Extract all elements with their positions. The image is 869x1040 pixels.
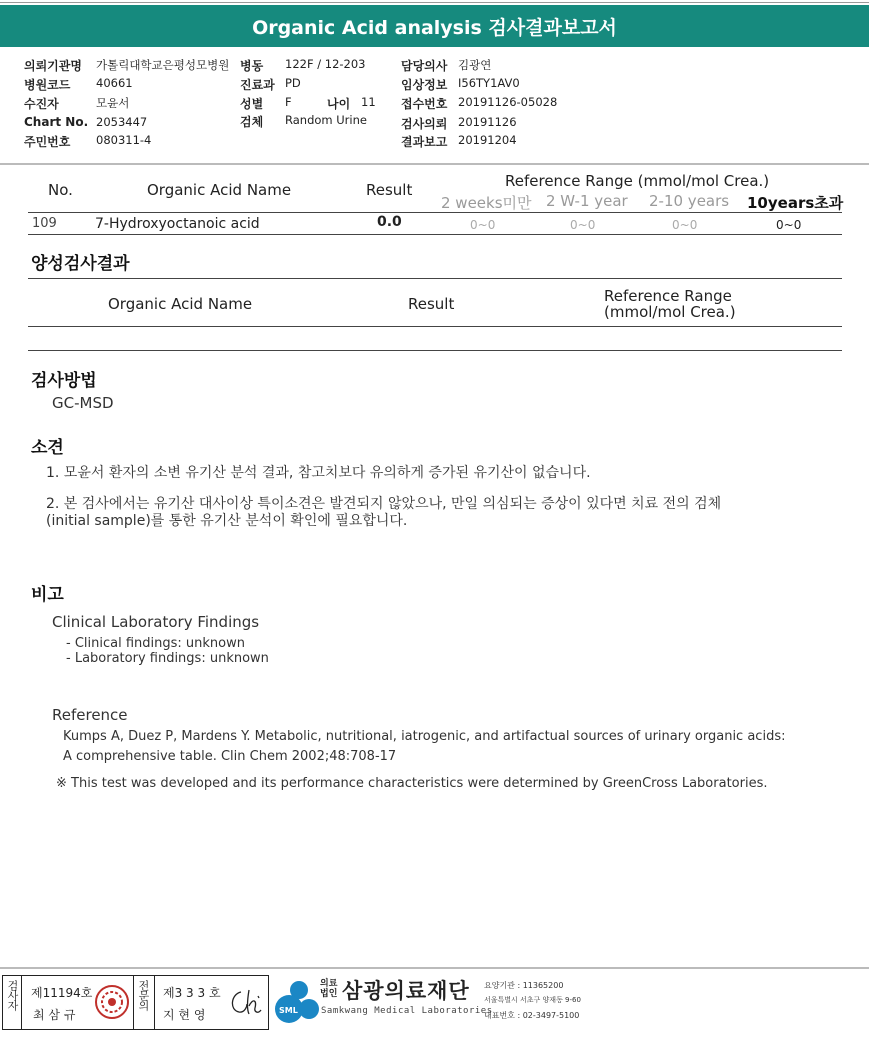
ref-col-2-10years: 2-10 years <box>649 192 730 210</box>
clinical-findings-heading: Clinical Laboratory Findings <box>52 613 260 631</box>
method-heading: 검사방법 <box>31 371 97 391</box>
doctor-label: 담당의사 <box>401 59 448 73</box>
examiner-license: 제11194호 <box>31 986 93 1000</box>
logo-badge: SML <box>279 1006 298 1015</box>
hospital-code-label: 병원코드 <box>24 78 71 92</box>
table-bottom-rule <box>28 234 842 235</box>
age-value: 11 <box>361 95 376 109</box>
org-name: 삼광의료재단 <box>342 979 470 1003</box>
col-name-header: Organic Acid Name <box>147 181 292 199</box>
clinical-info-value: I56TY1AV0 <box>458 76 520 90</box>
sex-value: F <box>285 95 292 109</box>
request-label: 검사의뢰 <box>401 117 448 131</box>
org-prefix: 의료법인 <box>320 979 338 999</box>
positive-bottom-rule <box>28 350 842 351</box>
specialist-signature-icon <box>225 984 263 1020</box>
findings-item-2-line2: (initial sample)를 통한 유기산 분석이 확인에 필요합니다. <box>46 513 408 529</box>
resident-value: 080311-4 <box>96 133 152 147</box>
row-no: 109 <box>32 216 57 231</box>
row-result: 0.0 <box>377 214 402 230</box>
col-no-header: No. <box>48 181 73 199</box>
specialist-label: 전문의 <box>137 980 150 1010</box>
reference-line-1: Kumps A, Duez P, Mardens Y. Metabolic, nutritional, iatrogenic, and artifactual sources of urinary organic acids: <box>63 729 786 744</box>
findings-item-2-line1: 2. 본 검사에서는 유기산 대사이상 특이소견은 발견되지 않았으나, 만일 의심되는 증상이 있다면 치료 전의 검체 <box>46 496 722 512</box>
sml-logo-icon <box>271 977 321 1027</box>
chart-label: Chart No. <box>24 115 89 129</box>
institution-value: 가톨릭대학교은평성모병원 <box>96 58 230 72</box>
examiner-name: 최 삼 규 <box>33 1008 76 1022</box>
org-english-name: Samkwang Medical Laboratories <box>321 1006 493 1016</box>
ward-label: 병동 <box>240 59 264 73</box>
sex-label: 성별 <box>240 97 264 111</box>
footer-divider <box>0 967 869 969</box>
org-address: 서울특별시 서초구 양재동 9-60 <box>484 996 581 1004</box>
positive-col-name: Organic Acid Name <box>108 295 253 313</box>
report-title: Organic Acid analysis 검사결과보고서 <box>0 5 869 47</box>
findings-heading: 소견 <box>31 438 64 458</box>
doctor-value: 김광연 <box>458 58 492 72</box>
ward-value: 122F / 12-203 <box>285 57 366 71</box>
signature-box <box>2 975 269 1030</box>
row-range-under-2weeks: 0~0 <box>470 218 496 232</box>
top-divider <box>0 2 869 3</box>
dept-value: PD <box>285 76 301 90</box>
examinee-value: 모윤서 <box>96 96 130 110</box>
positive-results-heading: 양성검사결과 <box>31 254 130 274</box>
col-result-header: Result <box>366 181 413 199</box>
report-label: 결과보고 <box>401 135 448 149</box>
org-phone: 대표번호 : 02-3497-5100 <box>484 1011 580 1020</box>
org-code: 요양기관 : 11365200 <box>484 981 564 990</box>
reference-heading: Reference <box>52 706 128 724</box>
positive-header-rule <box>28 326 842 327</box>
chart-value: 2053447 <box>96 115 148 129</box>
ref-col-2w-1year: 2 W-1 year <box>546 192 628 210</box>
positive-col-ref-line1: Reference Range <box>604 287 732 305</box>
receipt-value: 20191126-05028 <box>458 95 558 109</box>
examinee-label: 수진자 <box>24 97 59 111</box>
row-range-2-10years: 0~0 <box>672 218 698 232</box>
table-header-rule <box>28 212 842 213</box>
ref-col-over-10years: 10years초과 <box>747 194 844 212</box>
row-acid-name: 7-Hydroxyoctanoic acid <box>95 216 260 232</box>
age-label: 나이 <box>327 97 351 111</box>
reference-line-2: A comprehensive table. Clin Chem 2002;48:708-17 <box>63 749 397 764</box>
positive-col-ref-line2: (mmol/mol Crea.) <box>604 303 736 321</box>
request-value: 20191126 <box>458 115 517 129</box>
specialist-name: 지 현 영 <box>163 1008 206 1022</box>
positive-col-result: Result <box>408 295 455 313</box>
examiner-label: 검사자 <box>6 980 19 1010</box>
positive-top-rule <box>28 278 842 279</box>
examiner-seal-icon <box>93 982 131 1022</box>
info-divider <box>0 163 869 165</box>
institution-label: 의뢰기관명 <box>24 59 82 73</box>
row-range-2w-1year: 0~0 <box>570 218 596 232</box>
ref-col-under-2weeks: 2 weeks미만 <box>441 194 532 212</box>
col-ref-header: Reference Range (mmol/mol Crea.) <box>505 172 770 190</box>
findings-item-1: 1. 모윤서 환자의 소변 유기산 분석 결과, 참고치보다 유의하게 증가된 유기산이 없습니다. <box>46 465 591 481</box>
specimen-value: Random Urine <box>285 113 367 127</box>
dept-label: 진료과 <box>240 78 275 92</box>
resident-label: 주민번호 <box>24 135 71 149</box>
receipt-label: 접수번호 <box>401 97 448 111</box>
hospital-code-value: 40661 <box>96 76 133 90</box>
row-range-over-10years: 0~0 <box>776 218 802 232</box>
clinical-findings-line: - Clinical findings: unknown <box>66 636 245 651</box>
specimen-label: 검체 <box>240 115 264 129</box>
development-note: ※ This test was developed and its performance characteristics were determined by GreenCross Laboratories. <box>56 776 768 791</box>
report-value: 20191204 <box>458 133 517 147</box>
method-value: GC-MSD <box>52 394 114 412</box>
remarks-heading: 비고 <box>31 585 64 605</box>
laboratory-findings-line: - Laboratory findings: unknown <box>66 651 269 666</box>
clinical-info-label: 임상정보 <box>401 78 448 92</box>
specialist-license: 제3 3 3 호 <box>163 986 221 1000</box>
